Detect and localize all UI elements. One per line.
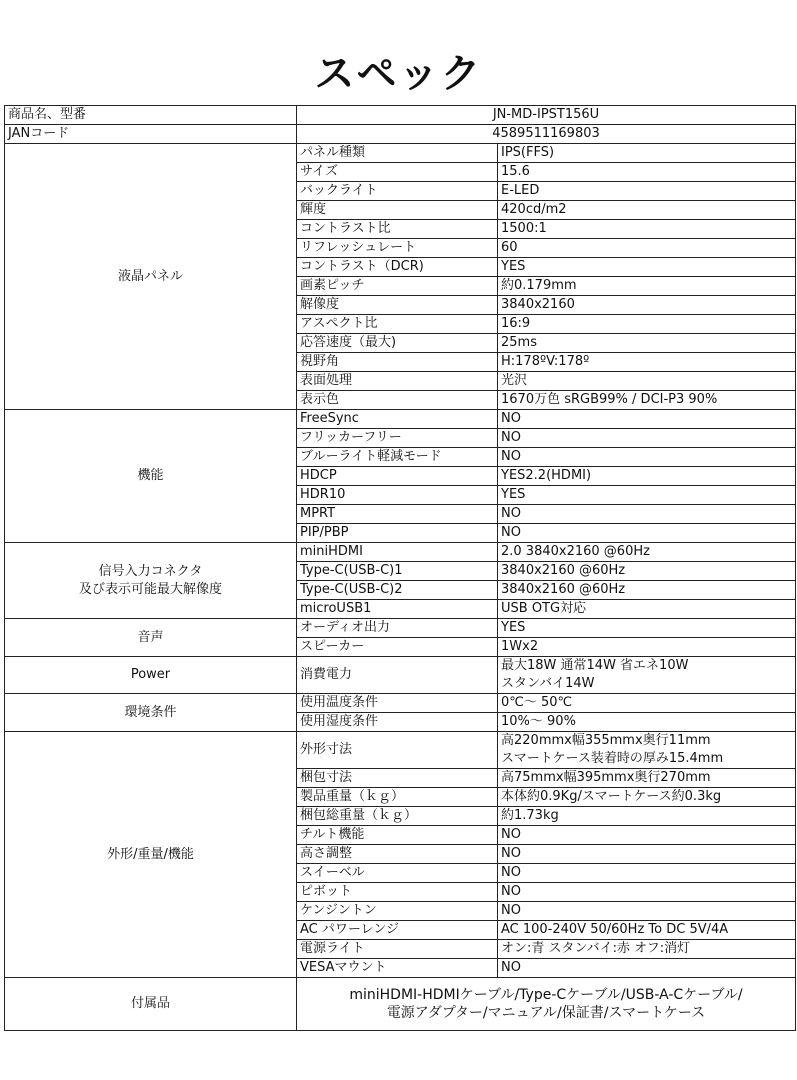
accessories-line: 電源アダプター/マニュアル/保証書/スマートケース bbox=[386, 1005, 706, 1021]
spec-label: Type-C(USB-C)1 bbox=[297, 562, 498, 581]
row-label: 商品名、型番 bbox=[5, 106, 297, 125]
spec-label: FreeSync bbox=[297, 410, 498, 429]
spec-label: 外形寸法 bbox=[297, 732, 498, 769]
spec-value: 2.0 3840x2160 @60Hz bbox=[498, 543, 796, 562]
spec-label: 梱包寸法 bbox=[297, 769, 498, 788]
spec-label: 応答速度（最大) bbox=[297, 334, 498, 353]
spec-label: スピーカー bbox=[297, 638, 498, 657]
spec-label: VESAマウント bbox=[297, 959, 498, 978]
spec-label: PIP/PBP bbox=[297, 524, 498, 543]
spec-value: 1Wx2 bbox=[498, 638, 796, 657]
row-label: JANコード bbox=[5, 125, 297, 144]
spec-value: NO bbox=[498, 864, 796, 883]
spec-value bbox=[498, 732, 796, 769]
spec-value: E-LED bbox=[498, 182, 796, 201]
table-row bbox=[5, 125, 796, 144]
spec-label: 消費電力 bbox=[297, 657, 498, 694]
spec-value: YES2.2(HDMI) bbox=[498, 467, 796, 486]
model-number: JN-MD-IPST156U bbox=[297, 106, 796, 125]
table-row bbox=[5, 657, 796, 694]
table-row bbox=[5, 106, 796, 125]
spec-value bbox=[498, 657, 796, 694]
spec-value: YES bbox=[498, 619, 796, 638]
table-row bbox=[5, 732, 796, 769]
spec-value: 0℃～ 50℃ bbox=[498, 694, 796, 713]
table-row bbox=[5, 619, 796, 638]
spec-value: YES bbox=[498, 486, 796, 505]
spec-label: HDR10 bbox=[297, 486, 498, 505]
section-category bbox=[5, 543, 297, 619]
spec-value: NO bbox=[498, 524, 796, 543]
spec-label: コントラスト（DCR) bbox=[297, 258, 498, 277]
spec-label: リフレッシュレート bbox=[297, 239, 498, 258]
spec-label: HDCP bbox=[297, 467, 498, 486]
spec-label: MPRT bbox=[297, 505, 498, 524]
section-category: 音声 bbox=[5, 619, 297, 657]
spec-value: NO bbox=[498, 429, 796, 448]
spec-label: 表面処理 bbox=[297, 372, 498, 391]
accessories-line: miniHDMI-HDMIケーブル/Type-Cケーブル/USB-A-Cケーブル/ bbox=[349, 987, 743, 1003]
value-line: 高220mmx幅355mmx奥行11mm bbox=[501, 733, 711, 748]
spec-label: バックライト bbox=[297, 182, 498, 201]
category-line: 信号入力コネクタ bbox=[98, 563, 203, 579]
spec-value: H:178ºV:178º bbox=[498, 353, 796, 372]
page-title: スペック bbox=[314, 51, 483, 97]
spec-value: YES bbox=[498, 258, 796, 277]
spec-value: NO bbox=[498, 883, 796, 902]
spec-value: NO bbox=[498, 902, 796, 921]
accessories-list bbox=[297, 978, 796, 1031]
spec-label: 表示色 bbox=[297, 391, 498, 410]
table-row bbox=[5, 978, 796, 1031]
spec-value: 光沢 bbox=[498, 372, 796, 391]
spec-value: AC 100-240V 50/60Hz To DC 5V/4A bbox=[498, 921, 796, 940]
spec-value: 約0.179mm bbox=[498, 277, 796, 296]
section-category: 液晶パネル bbox=[5, 144, 297, 410]
spec-label: 製品重量（ｋｇ） bbox=[297, 788, 498, 807]
spec-value: 60 bbox=[498, 239, 796, 258]
spec-value: オン:青 スタンバイ:赤 オフ:消灯 bbox=[498, 940, 796, 959]
spec-label: フリッカーフリー bbox=[297, 429, 498, 448]
section-category: 環境条件 bbox=[5, 694, 297, 732]
spec-label: ブルーライト軽減モード bbox=[297, 448, 498, 467]
section-category: 外形/重量/機能 bbox=[5, 732, 297, 978]
spec-label: miniHDMI bbox=[297, 543, 498, 562]
spec-value: 3840x2160 @60Hz bbox=[498, 562, 796, 581]
spec-value: 1500:1 bbox=[498, 220, 796, 239]
value-line: スマートケース装着時の厚み15.4mm bbox=[501, 751, 724, 766]
spec-label: チルト機能 bbox=[297, 826, 498, 845]
spec-value: 3840x2160 bbox=[498, 296, 796, 315]
spec-label: 電源ライト bbox=[297, 940, 498, 959]
spec-value: 本体約0.9Kg/スマートケース約0.3kg bbox=[498, 788, 796, 807]
spec-value: NO bbox=[498, 505, 796, 524]
spec-label: ケンジントン bbox=[297, 902, 498, 921]
spec-value: NO bbox=[498, 448, 796, 467]
spec-label: 高さ調整 bbox=[297, 845, 498, 864]
spec-label: 梱包総重量（ｋｇ） bbox=[297, 807, 498, 826]
table-row bbox=[5, 694, 796, 713]
category-line: 及び表示可能最大解像度 bbox=[78, 581, 222, 597]
table-row bbox=[5, 410, 796, 429]
jan-code: 4589511169803 bbox=[297, 125, 796, 144]
table-row bbox=[5, 543, 796, 562]
spec-value: 15.6 bbox=[498, 163, 796, 182]
spec-label: 画素ピッチ bbox=[297, 277, 498, 296]
spec-label: 解像度 bbox=[297, 296, 498, 315]
spec-label: アスペクト比 bbox=[297, 315, 498, 334]
spec-value: 高75mmx幅395mmx奥行270mm bbox=[498, 769, 796, 788]
spec-label: AC パワーレンジ bbox=[297, 921, 498, 940]
section-category: 機能 bbox=[5, 410, 297, 543]
table-row bbox=[5, 144, 796, 163]
spec-value: USB OTG対応 bbox=[498, 600, 796, 619]
spec-value: 25ms bbox=[498, 334, 796, 353]
spec-label: 輝度 bbox=[297, 201, 498, 220]
spec-value: NO bbox=[498, 845, 796, 864]
section-category: Power bbox=[5, 657, 297, 694]
value-line: 最大18W 通常14W 省エネ10W bbox=[501, 658, 689, 673]
spec-label: ピボット bbox=[297, 883, 498, 902]
spec-label: サイズ bbox=[297, 163, 498, 182]
spec-label: 使用温度条件 bbox=[297, 694, 498, 713]
spec-value: 1670万色 sRGB99% / DCI-P3 90% bbox=[498, 391, 796, 410]
spec-table bbox=[4, 105, 796, 1031]
spec-value: 約1.73kg bbox=[498, 807, 796, 826]
spec-value: NO bbox=[498, 959, 796, 978]
spec-value: NO bbox=[498, 826, 796, 845]
spec-label: スイーベル bbox=[297, 864, 498, 883]
spec-value: NO bbox=[498, 410, 796, 429]
spec-label: Type-C(USB-C)2 bbox=[297, 581, 498, 600]
value-line: スタンバイ14W bbox=[501, 676, 595, 691]
section-category: 付属品 bbox=[5, 978, 297, 1031]
spec-value: 3840x2160 @60Hz bbox=[498, 581, 796, 600]
spec-label: microUSB1 bbox=[297, 600, 498, 619]
spec-value: IPS(FFS) bbox=[498, 144, 796, 163]
spec-value: 10%～ 90% bbox=[498, 713, 796, 732]
spec-label: 使用湿度条件 bbox=[297, 713, 498, 732]
spec-label: パネル種類 bbox=[297, 144, 498, 163]
spec-label: 視野角 bbox=[297, 353, 498, 372]
spec-value: 420cd/m2 bbox=[498, 201, 796, 220]
spec-label: コントラスト比 bbox=[297, 220, 498, 239]
spec-value: 16:9 bbox=[498, 315, 796, 334]
spec-label: オーディオ出力 bbox=[297, 619, 498, 638]
